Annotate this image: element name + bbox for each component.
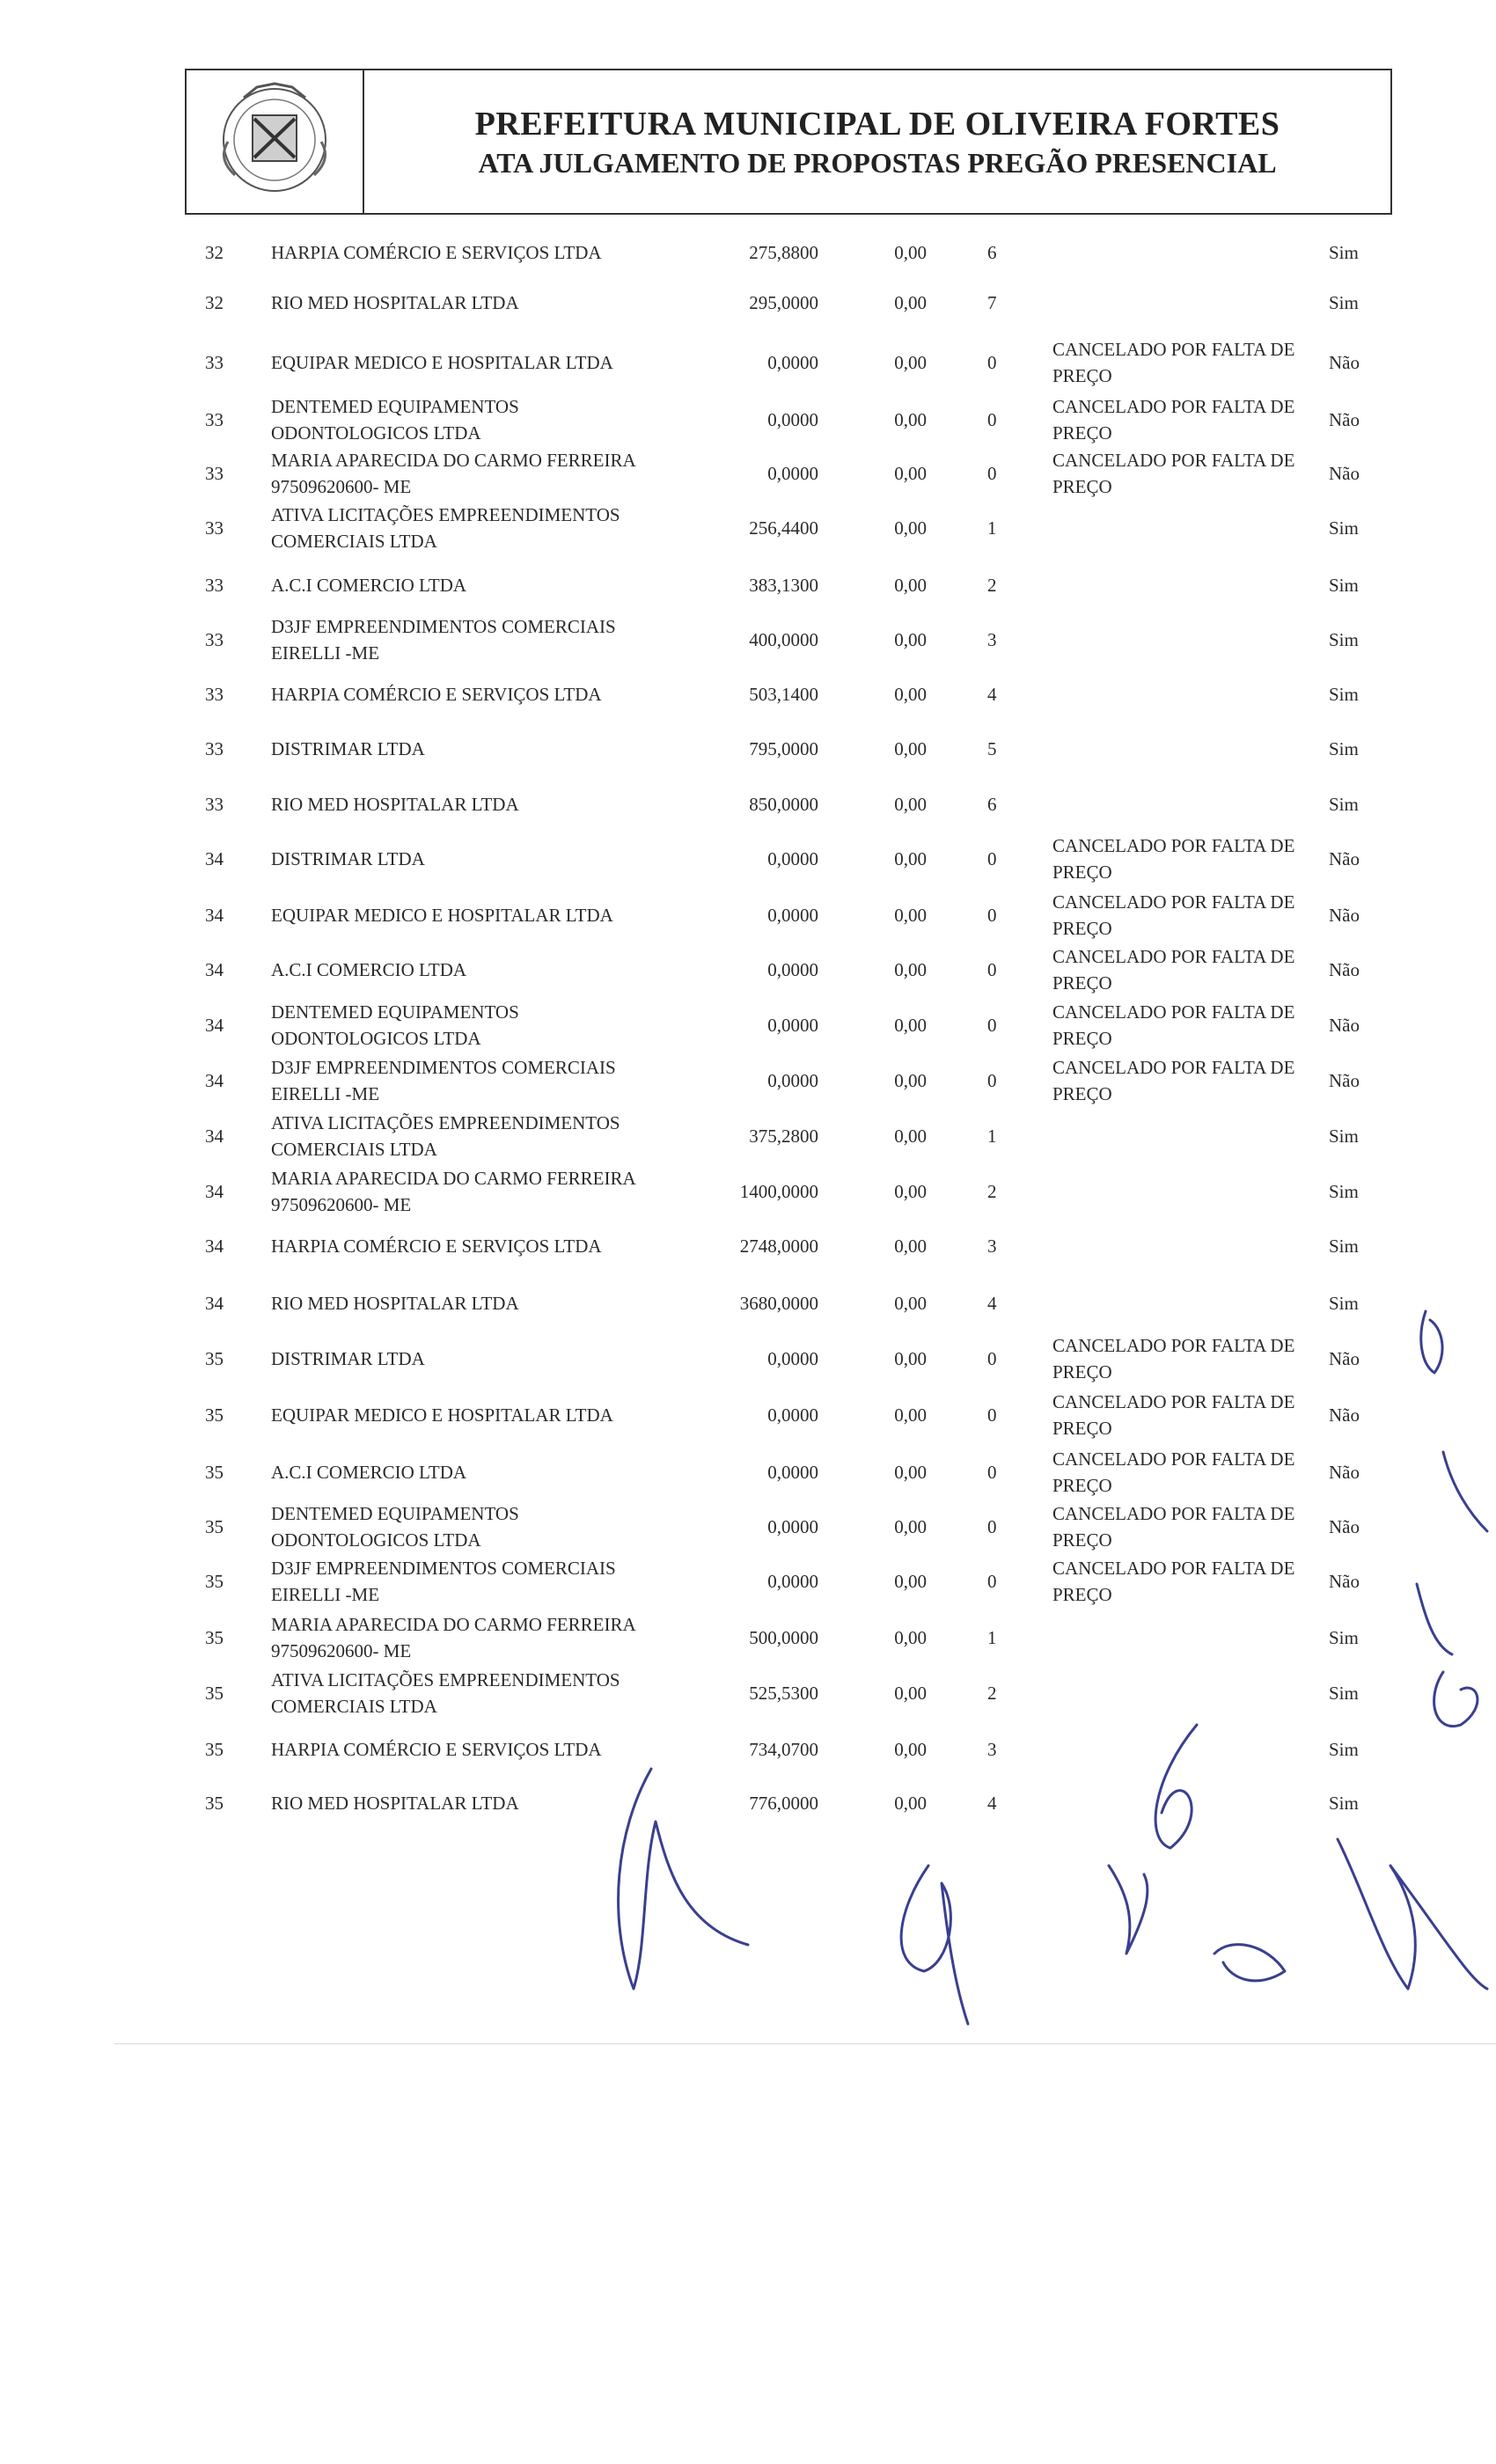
supplier-name: DISTRIMAR LTDA xyxy=(271,848,425,869)
table-row xyxy=(0,1331,1496,1386)
accepted-status: Sim xyxy=(1329,738,1359,759)
ranking: 0 xyxy=(987,959,997,980)
item-number: 33 xyxy=(205,463,224,484)
supplier-name: EQUIPAR MEDICO E HOSPITALAR LTDA xyxy=(271,1404,613,1426)
proposal-value: 0,0000 xyxy=(767,463,818,484)
accepted-status: Sim xyxy=(1329,1793,1359,1814)
item-number: 32 xyxy=(205,292,224,313)
discount-value: 0,00 xyxy=(894,352,927,373)
table-row xyxy=(0,1445,1496,1500)
proposal-value: 0,0000 xyxy=(767,1348,818,1369)
proposal-value: 0,0000 xyxy=(767,1462,818,1483)
ranking: 0 xyxy=(987,409,997,430)
observation: CANCELADO POR FALTA DE PREÇO xyxy=(1052,396,1295,444)
ranking: 2 xyxy=(987,1683,997,1704)
table-row xyxy=(0,942,1496,997)
proposal-value: 3680,0000 xyxy=(739,1293,818,1314)
ranking: 0 xyxy=(987,1348,997,1369)
accepted-status: Sim xyxy=(1329,1683,1359,1704)
table-row xyxy=(0,1554,1496,1609)
accepted-status: Sim xyxy=(1329,1236,1359,1257)
proposal-value: 0,0000 xyxy=(767,848,818,869)
table-row xyxy=(0,392,1496,447)
item-number: 33 xyxy=(205,794,224,815)
table-row xyxy=(0,335,1496,390)
supplier-name: D3JF EMPREENDIMENTOS COMERCIAIS EIRELLI -ME xyxy=(271,616,616,664)
item-number: 33 xyxy=(205,738,224,759)
supplier-name: DENTEMED EQUIPAMENTOS ODONTOLOGICOS LTDA xyxy=(271,1001,519,1049)
discount-value: 0,00 xyxy=(894,1627,927,1648)
item-number: 35 xyxy=(205,1571,224,1592)
proposal-value: 776,0000 xyxy=(749,1793,818,1814)
ranking: 2 xyxy=(987,1181,997,1202)
item-number: 35 xyxy=(205,1516,224,1537)
discount-value: 0,00 xyxy=(894,292,927,313)
supplier-name: HARPIA COMÉRCIO E SERVIÇOS LTDA xyxy=(271,1739,602,1760)
table-row xyxy=(0,998,1496,1052)
accepted-status: Sim xyxy=(1329,242,1359,263)
accepted-status: Sim xyxy=(1329,1627,1359,1648)
ranking: 3 xyxy=(987,1739,997,1760)
observation: CANCELADO POR FALTA DE PREÇO xyxy=(1052,946,1295,994)
table-row xyxy=(0,1610,1496,1665)
item-number: 34 xyxy=(205,848,224,869)
item-number: 34 xyxy=(205,1015,224,1036)
accepted-status: Não xyxy=(1329,463,1360,484)
proposal-value: 400,0000 xyxy=(749,629,818,650)
item-number: 34 xyxy=(205,1236,224,1257)
item-number: 34 xyxy=(205,1070,224,1091)
proposal-value: 0,0000 xyxy=(767,1516,818,1537)
page-title: PREFEITURA MUNICIPAL DE OLIVEIRA FORTES xyxy=(474,105,1280,143)
proposal-value: 275,8800 xyxy=(749,242,818,263)
supplier-name: RIO MED HOSPITALAR LTDA xyxy=(271,794,519,815)
discount-value: 0,00 xyxy=(894,1793,927,1814)
accepted-status: Não xyxy=(1329,1571,1360,1592)
proposal-value: 0,0000 xyxy=(767,959,818,980)
proposal-value: 375,2800 xyxy=(749,1126,818,1147)
accepted-status: Sim xyxy=(1329,292,1359,313)
supplier-name: DISTRIMAR LTDA xyxy=(271,1348,425,1369)
observation: CANCELADO POR FALTA DE PREÇO xyxy=(1052,1057,1295,1104)
accepted-status: Sim xyxy=(1329,684,1359,705)
item-number: 35 xyxy=(205,1404,224,1426)
discount-value: 0,00 xyxy=(894,242,927,263)
item-number: 34 xyxy=(205,1181,224,1202)
item-number: 33 xyxy=(205,352,224,373)
discount-value: 0,00 xyxy=(894,1181,927,1202)
observation: CANCELADO POR FALTA DE PREÇO xyxy=(1052,1448,1295,1496)
table-row xyxy=(0,777,1496,832)
observation: CANCELADO POR FALTA DE PREÇO xyxy=(1052,1001,1295,1049)
discount-value: 0,00 xyxy=(894,905,927,926)
table-row xyxy=(0,1053,1496,1108)
supplier-name: RIO MED HOSPITALAR LTDA xyxy=(271,292,519,313)
table-row xyxy=(0,667,1496,722)
supplier-name: DENTEMED EQUIPAMENTOS ODONTOLOGICOS LTDA xyxy=(271,396,519,444)
observation: CANCELADO POR FALTA DE PREÇO xyxy=(1052,1391,1295,1439)
item-number: 33 xyxy=(205,629,224,650)
accepted-status: Não xyxy=(1329,352,1360,373)
discount-value: 0,00 xyxy=(894,1516,927,1537)
accepted-status: Sim xyxy=(1329,1739,1359,1760)
accepted-status: Sim xyxy=(1329,1181,1359,1202)
accepted-status: Não xyxy=(1329,1462,1360,1483)
proposal-value: 0,0000 xyxy=(767,1015,818,1036)
item-number: 33 xyxy=(205,684,224,705)
item-number: 35 xyxy=(205,1627,224,1648)
supplier-name: HARPIA COMÉRCIO E SERVIÇOS LTDA xyxy=(271,1236,602,1257)
item-number: 33 xyxy=(205,575,224,596)
ranking: 6 xyxy=(987,242,997,263)
proposal-value: 850,0000 xyxy=(749,794,818,815)
ranking: 0 xyxy=(987,1070,997,1091)
table-row xyxy=(0,888,1496,942)
supplier-name: A.C.I COMERCIO LTDA xyxy=(271,575,467,596)
discount-value: 0,00 xyxy=(894,1739,927,1760)
accepted-status: Não xyxy=(1329,848,1360,869)
ranking: 0 xyxy=(987,1571,997,1592)
supplier-name: MARIA APARECIDA DO CARMO FERREIRA 97509620600- ME xyxy=(271,1614,635,1661)
accepted-status: Não xyxy=(1329,1348,1360,1369)
ranking: 3 xyxy=(987,1236,997,1257)
accepted-status: Não xyxy=(1329,959,1360,980)
supplier-name: DISTRIMAR LTDA xyxy=(271,738,425,759)
ranking: 6 xyxy=(987,794,997,815)
discount-value: 0,00 xyxy=(894,1462,927,1483)
supplier-name: MARIA APARECIDA DO CARMO FERREIRA 97509620600- ME xyxy=(271,1168,635,1215)
accepted-status: Não xyxy=(1329,905,1360,926)
table-row xyxy=(0,612,1496,667)
discount-value: 0,00 xyxy=(894,409,927,430)
proposal-value: 2748,0000 xyxy=(739,1236,818,1257)
item-number: 34 xyxy=(205,959,224,980)
ranking: 7 xyxy=(987,292,997,313)
observation: CANCELADO POR FALTA DE PREÇO xyxy=(1052,891,1295,939)
proposal-value: 795,0000 xyxy=(749,738,818,759)
ranking: 0 xyxy=(987,1462,997,1483)
discount-value: 0,00 xyxy=(894,684,927,705)
discount-value: 0,00 xyxy=(894,1404,927,1426)
proposal-value: 0,0000 xyxy=(767,1571,818,1592)
ranking: 0 xyxy=(987,1516,997,1537)
supplier-name: EQUIPAR MEDICO E HOSPITALAR LTDA xyxy=(271,905,613,926)
proposal-value: 1400,0000 xyxy=(739,1181,818,1202)
table-row xyxy=(0,1109,1496,1163)
accepted-status: Sim xyxy=(1329,1126,1359,1147)
supplier-name: ATIVA LICITAÇÕES EMPREENDIMENTOS COMERCIAIS LTDA xyxy=(271,1112,620,1160)
discount-value: 0,00 xyxy=(894,1126,927,1147)
accepted-status: Não xyxy=(1329,409,1360,430)
table-row xyxy=(0,722,1496,776)
accepted-status: Sim xyxy=(1329,575,1359,596)
proposal-value: 500,0000 xyxy=(749,1627,818,1648)
discount-value: 0,00 xyxy=(894,738,927,759)
ranking: 0 xyxy=(987,463,997,484)
table-row xyxy=(0,1722,1496,1777)
table-row xyxy=(0,501,1496,555)
proposal-value: 503,1400 xyxy=(749,684,818,705)
discount-value: 0,00 xyxy=(894,1683,927,1704)
table-row xyxy=(0,1219,1496,1273)
item-number: 34 xyxy=(205,905,224,926)
supplier-name: RIO MED HOSPITALAR LTDA xyxy=(271,1793,519,1814)
discount-value: 0,00 xyxy=(894,629,927,650)
proposal-value: 0,0000 xyxy=(767,905,818,926)
page-subtitle: ATA JULGAMENTO DE PROPOSTAS PREGÃO PRESENCIAL xyxy=(478,146,1277,179)
accepted-status: Não xyxy=(1329,1070,1360,1091)
item-number: 34 xyxy=(205,1293,224,1314)
item-number: 32 xyxy=(205,242,224,263)
discount-value: 0,00 xyxy=(894,1015,927,1036)
item-number: 34 xyxy=(205,1126,224,1147)
supplier-name: D3JF EMPREENDIMENTOS COMERCIAIS EIRELLI -ME xyxy=(271,1558,616,1605)
observation: CANCELADO POR FALTA DE PREÇO xyxy=(1052,1503,1295,1551)
proposal-value: 295,0000 xyxy=(749,292,818,313)
item-number: 35 xyxy=(205,1793,224,1814)
proposal-value: 256,4400 xyxy=(749,517,818,539)
accepted-status: Sim xyxy=(1329,794,1359,815)
ranking: 1 xyxy=(987,1126,997,1147)
proposal-value: 0,0000 xyxy=(767,352,818,373)
discount-value: 0,00 xyxy=(894,463,927,484)
proposal-value: 383,1300 xyxy=(749,575,818,596)
supplier-name: EQUIPAR MEDICO E HOSPITALAR LTDA xyxy=(271,352,613,373)
item-number: 35 xyxy=(205,1739,224,1760)
supplier-name: ATIVA LICITAÇÕES EMPREENDIMENTOS COMERCIAIS LTDA xyxy=(271,504,620,552)
accepted-status: Sim xyxy=(1329,1293,1359,1314)
table-row xyxy=(0,1164,1496,1219)
discount-value: 0,00 xyxy=(894,1571,927,1592)
accepted-status: Não xyxy=(1329,1015,1360,1036)
item-number: 33 xyxy=(205,409,224,430)
table-row xyxy=(0,1500,1496,1554)
ranking: 0 xyxy=(987,1015,997,1036)
supplier-name: A.C.I COMERCIO LTDA xyxy=(271,959,467,980)
table-row xyxy=(0,1388,1496,1442)
ranking: 4 xyxy=(987,684,997,705)
proposal-value: 0,0000 xyxy=(767,1070,818,1091)
accepted-status: Não xyxy=(1329,1404,1360,1426)
accepted-status: Sim xyxy=(1329,629,1359,650)
supplier-name: D3JF EMPREENDIMENTOS COMERCIAIS EIRELLI -ME xyxy=(271,1057,616,1104)
table-row xyxy=(0,1666,1496,1720)
supplier-name: MARIA APARECIDA DO CARMO FERREIRA 97509620600- ME xyxy=(271,450,635,497)
discount-value: 0,00 xyxy=(894,1236,927,1257)
accepted-status: Sim xyxy=(1329,517,1359,539)
ranking: 5 xyxy=(987,738,997,759)
ranking: 0 xyxy=(987,1404,997,1426)
accepted-status: Não xyxy=(1329,1516,1360,1537)
observation: CANCELADO POR FALTA DE PREÇO xyxy=(1052,1558,1295,1605)
proposal-value: 0,0000 xyxy=(767,1404,818,1426)
item-number: 33 xyxy=(205,517,224,539)
table-row xyxy=(0,275,1496,330)
item-number: 35 xyxy=(205,1348,224,1369)
discount-value: 0,00 xyxy=(894,575,927,596)
observation: CANCELADO POR FALTA DE PREÇO xyxy=(1052,835,1295,883)
table-row xyxy=(0,558,1496,612)
discount-value: 0,00 xyxy=(894,794,927,815)
observation: CANCELADO POR FALTA DE PREÇO xyxy=(1052,450,1295,497)
observation: CANCELADO POR FALTA DE PREÇO xyxy=(1052,339,1295,386)
table-row xyxy=(0,1776,1496,1830)
ranking: 0 xyxy=(987,905,997,926)
discount-value: 0,00 xyxy=(894,959,927,980)
proposal-value: 0,0000 xyxy=(767,409,818,430)
ranking: 2 xyxy=(987,575,997,596)
discount-value: 0,00 xyxy=(894,1293,927,1314)
table-row xyxy=(0,446,1496,501)
supplier-name: ATIVA LICITAÇÕES EMPREENDIMENTOS COMERCIAIS LTDA xyxy=(271,1669,620,1717)
table-row xyxy=(0,225,1496,280)
ranking: 0 xyxy=(987,352,997,373)
proposal-value: 734,0700 xyxy=(749,1739,818,1760)
supplier-name: A.C.I COMERCIO LTDA xyxy=(271,1462,467,1483)
scan-edge-divider xyxy=(114,2043,1496,2044)
item-number: 35 xyxy=(205,1683,224,1704)
proposal-value: 525,5300 xyxy=(749,1683,818,1704)
ranking: 1 xyxy=(987,517,997,539)
discount-value: 0,00 xyxy=(894,1070,927,1091)
table-row xyxy=(0,1276,1496,1331)
supplier-name: HARPIA COMÉRCIO E SERVIÇOS LTDA xyxy=(271,242,602,263)
ranking: 1 xyxy=(987,1627,997,1648)
item-number: 35 xyxy=(205,1462,224,1483)
discount-value: 0,00 xyxy=(894,1348,927,1369)
table-row xyxy=(0,832,1496,886)
discount-value: 0,00 xyxy=(894,848,927,869)
supplier-name: DENTEMED EQUIPAMENTOS ODONTOLOGICOS LTDA xyxy=(271,1503,519,1551)
supplier-name: RIO MED HOSPITALAR LTDA xyxy=(271,1293,519,1314)
ranking: 3 xyxy=(987,629,997,650)
supplier-name: HARPIA COMÉRCIO E SERVIÇOS LTDA xyxy=(271,684,602,705)
ranking: 0 xyxy=(987,848,997,869)
ranking: 4 xyxy=(987,1293,997,1314)
ranking: 4 xyxy=(987,1793,997,1814)
observation: CANCELADO POR FALTA DE PREÇO xyxy=(1052,1335,1295,1382)
discount-value: 0,00 xyxy=(894,517,927,539)
